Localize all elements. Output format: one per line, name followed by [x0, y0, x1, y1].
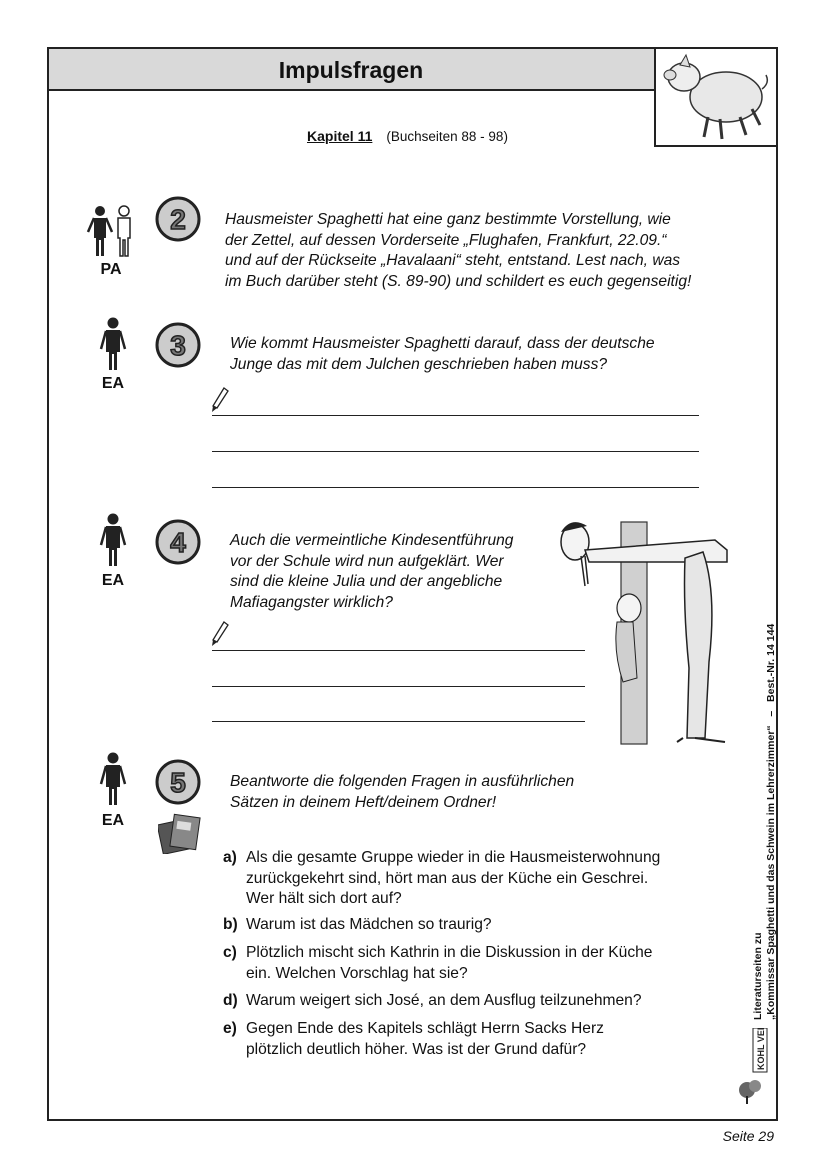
page-title: Impulsfragen: [278, 57, 424, 83]
task-number-2: [155, 196, 201, 242]
role-label: EA: [101, 375, 125, 392]
task-number-text: 2: [170, 204, 186, 235]
pencil-icon: [210, 620, 230, 648]
role-label: EA: [101, 812, 125, 829]
sidebar-credit: Literaturseiten zu „Kommissar Spaghetti und das Schwein im Lehrerzimmer“ – Best.-Nr. 14 144: [752, 623, 777, 1020]
task-text: Wie kommt Hausmeister Spaghetti darauf, dass der deutsche Junge das mit dem Julchen geschrieben haben muss?: [230, 335, 655, 373]
task-number-text: 3: [170, 330, 186, 361]
tall-man-illustration: [555, 512, 735, 748]
question-b: b) Warum ist das Mädchen so traurig?: [223, 916, 492, 933]
pencil-icon: [210, 386, 230, 414]
pig-illustration: [654, 47, 778, 147]
answer-line[interactable]: [212, 721, 585, 722]
answer-line[interactable]: [212, 650, 585, 651]
task-number-3: [155, 322, 201, 368]
chapter-label: Kapitel 11: [307, 128, 373, 144]
answer-line[interactable]: [212, 415, 699, 416]
role-label: PA: [100, 261, 122, 278]
task-text: Hausmeister Spaghetti hat eine ganz bestimmte Vorstellung, wie der Zettel, auf dessen Vorderseite „Flughafen, Frankfurt, 22.09.“ und auf der Rückseite „Havalaani“ steht, entstand. Lest nach, was im Buch darüber steht (S. 89-90) und schildert es euch gegenseitig!: [225, 211, 692, 290]
role-label: EA: [101, 572, 125, 589]
chapter-heading: [307, 128, 508, 144]
publisher-name: KOHL VERLAG: [756, 1028, 766, 1070]
individual-work-icon: [99, 751, 129, 814]
publisher-logo: [737, 1028, 769, 1111]
answer-line[interactable]: [212, 686, 585, 687]
task-text: Beantworte die folgenden Fragen in ausführlichen Sätzen in deinem Heft/deinem Ordner!: [230, 773, 575, 811]
task-number-5: [155, 759, 201, 805]
answer-line[interactable]: [212, 451, 699, 452]
individual-work-icon: [99, 316, 129, 379]
task-number-text: 4: [170, 527, 186, 558]
question-e: e) Gegen Ende des Kapitels schlägt Herrn Sacks Herz plötzlich deutlich höher. Was ist der Grund dafür?: [223, 1020, 604, 1058]
question-a: a) Als die gesamte Gruppe wieder in die Hausmeisterwohnung zurückgekehrt sind, hört man aus der Küche ein Geschrei. Wer hält sich dort auf?: [223, 849, 661, 907]
task-text: Auch die vermeintliche Kindesentführung vor der Schule wird nun aufgeklärt. Wer sind die kleine Julia und der angebliche Mafiagangster wirklich?: [230, 532, 514, 611]
individual-work-icon: [99, 512, 129, 575]
pair-work-icon: [86, 204, 138, 265]
chapter-pages: (Buchseiten 88 - 98): [386, 129, 508, 144]
task-number-4: [155, 519, 201, 565]
books-icon: [158, 812, 202, 854]
page-number: Seite 29: [722, 1128, 774, 1144]
question-d: d) Warum weigert sich José, an dem Ausflug teilzunehmen?: [223, 992, 642, 1009]
question-c: c) Plötzlich mischt sich Kathrin in die Diskussion in der Küche ein. Welchen Vorschlag hat sie?: [223, 944, 653, 982]
answer-line[interactable]: [212, 487, 699, 488]
task-number-text: 5: [170, 767, 186, 798]
